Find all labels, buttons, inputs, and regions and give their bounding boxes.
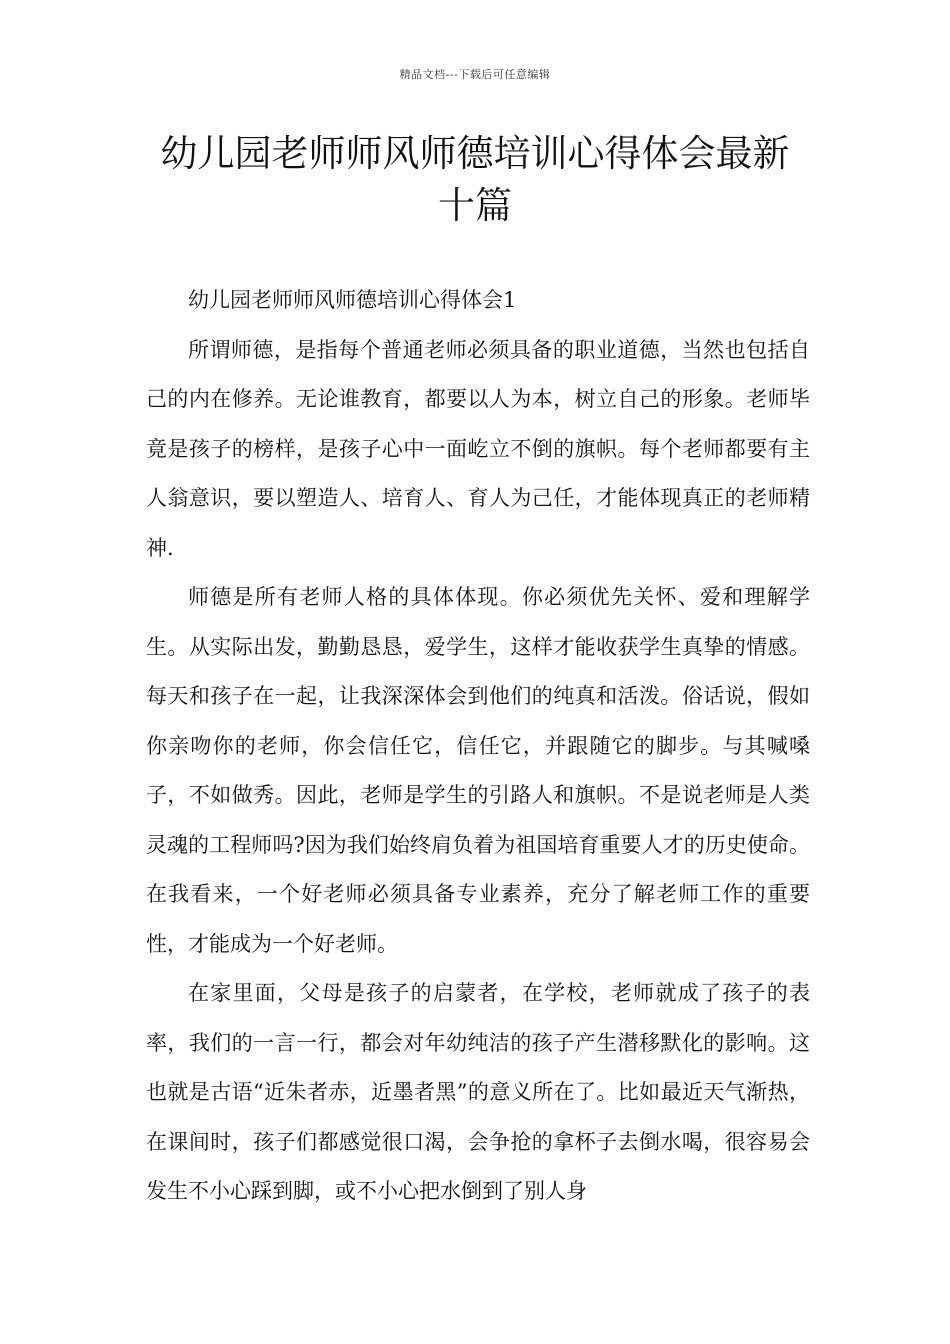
paragraph-2: 师德是所有老师人格的具体体现。你必须优先关怀、爱和理解学生。从实际出发，勤勤恳恳，爱学生，这样才能收获学生真挚的情感。每天和孩子在一起，让我深深体会到他们的纯真和活泼。俗话说，假如你亲吻你的老师，你会信任它，信任它，并跟随它的脚步。与其喊嗓子，不如做秀。因此，老师是学生的引路人和旗帜。不是说老师是人类灵魂的工程师吗?因为我们始终肩负着为祖国培育重要人才的历史使命。在我看来，一个好老师必须具备专业素养，充分了解老师工作的重要性，才能成为一个好老师。 (146, 585, 810, 956)
paragraph-3: 在家里面，父母是孩子的启蒙者，在学校，老师就成了孩子的表率，我们的一言一行，都会对年幼纯洁的孩子产生潜移默化的影响。这也就是古语“近朱者赤，近墨者黑”的意义所在了。比如最近天气渐热，在课间时，孩子们都感觉很口渴，会争抢的拿杯子去倒水喝，很容易会发生不小心踩到脚，或不小心把水倒到了别人身 (146, 981, 810, 1203)
header-note: 精品文档---下载后可任意编辑 (399, 68, 551, 81)
paragraph-1: 所谓师德，是指每个普通老师必须具备的职业道德，当然也包括自己的内在修养。无论谁教育，都要以人为本，树立自己的形象。老师毕竟是孩子的榜样，是孩子心中一面屹立不倒的旗帜。每个老师都要有主人翁意识，要以塑造人、培育人、育人为己任，才能体现真正的老师精神. (146, 337, 810, 560)
document-body (146, 276, 810, 1217)
section-heading: 幼儿园老师师风师德培训心得体会1 (188, 288, 517, 312)
title-line-2: 十篇 (438, 184, 512, 227)
title-line-1: 幼儿园老师师风师德培训心得体会最新 (160, 132, 790, 175)
document-title (120, 128, 830, 232)
